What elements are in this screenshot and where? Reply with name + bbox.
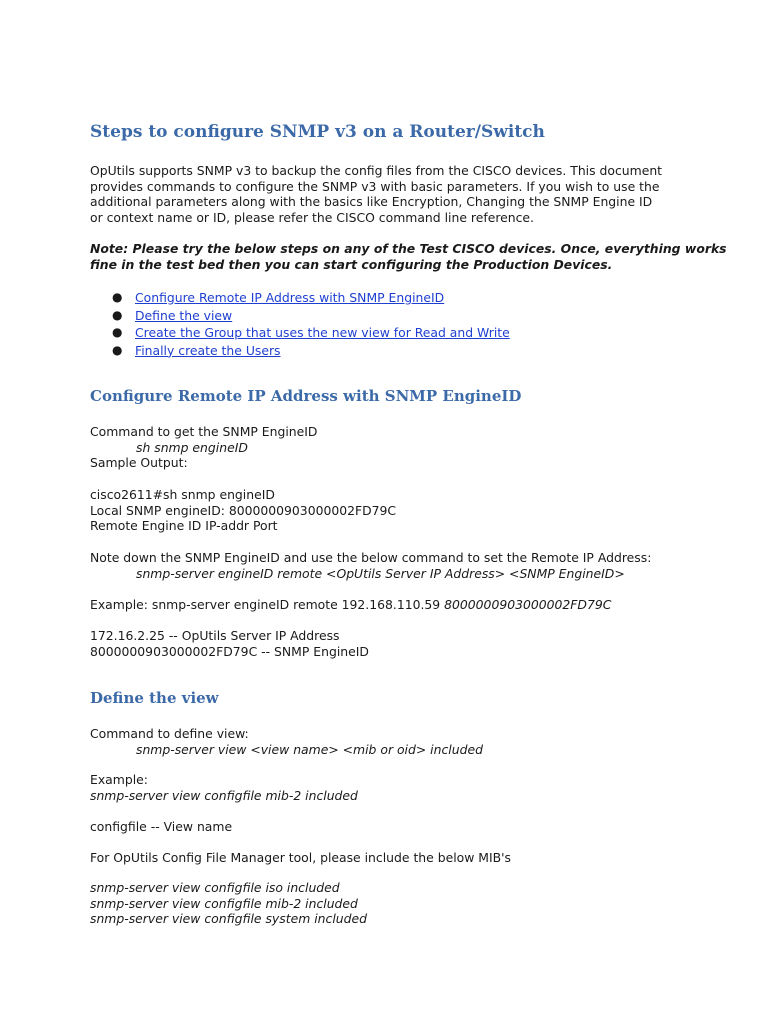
output-line: cisco2611#sh snmp engineID [90,487,275,502]
remote-ip-note-block [90,550,690,581]
toc-link-create-group[interactable]: Create the Group that uses the new view for Read and Write [135,325,510,341]
mib-commands-block [90,880,690,927]
section-heading-remote-ip: Configure Remote IP Address with SNMP EngineID [90,387,522,405]
legend-line: configfile -- View name [90,819,233,834]
example-text: Example: snmp-server engineID remote 192.168.110.59 [90,597,445,612]
sample-output-block [90,487,690,534]
intro-paragraph [90,163,690,225]
bullet-icon: ● [112,290,123,304]
tool-text: For OpUtils Config File Manager tool, please include the below MIB's [90,850,512,865]
view-command-block [90,726,690,757]
legend-line: 172.16.2.25 -- OpUtils Server IP Address [90,628,340,643]
note-text: Note down the SNMP EngineID and use the below command to set the Remote IP Address: [90,550,652,565]
bullet-icon: ● [112,342,123,357]
bullet-icon: ● [112,307,123,322]
page-title: Steps to configure SNMP v3 on a Router/Switch [90,122,545,142]
bullet-icon: ● [112,325,123,340]
example-command: snmp-server view configfile mib-2 included [90,787,358,803]
mib-command: snmp-server view configfile system included [90,911,367,927]
command-text: sh snmp engineID [136,439,248,455]
toc-link-remote-ip[interactable]: Configure Remote IP Address with SNMP EngineID [135,290,445,305]
note-line: Note: Please try the below steps on any of the Test CISCO devices. Once, everything works [90,241,727,256]
intro-line: provides commands to configure the SNMP v3 with basic parameters. If you wish to use the [90,178,660,194]
engineid-command-block [90,424,690,471]
intro-line: additional parameters along with the basics like Encryption, Changing the SNMP Engine ID [90,194,653,210]
remote-ip-legend [90,628,690,659]
note-line: fine in the test bed then you can start configuring the Production Devices. [90,256,613,272]
output-line: Remote Engine ID IP-addr Port [90,518,278,534]
toc-link-create-users[interactable]: Finally create the Users [135,342,281,358]
config-tool-line [90,850,690,866]
example-label: Example: [90,772,148,787]
mib-command: snmp-server view configfile mib-2 included [90,895,358,911]
note-paragraph [90,241,727,272]
output-line: Local SNMP engineID: 8000000903000002FD79C [90,502,397,518]
command-label: Command to get the SNMP EngineID [90,424,318,439]
intro-line: or context name or ID, please refer the CISCO command line reference. [90,209,534,225]
legend-line: 8000000903000002FD79C -- SNMP EngineID [90,643,369,659]
command-text: snmp-server engineID remote <OpUtils Server IP Address> <SNMP EngineID> [136,565,625,581]
view-legend [90,819,690,835]
view-example-block [90,772,690,803]
section-heading-define-view: Define the view [90,689,219,707]
toc-link-define-view[interactable]: Define the view [135,307,233,323]
mib-command: snmp-server view configfile iso included [90,880,340,895]
intro-line: OpUtils supports SNMP v3 to backup the config files from the CISCO devices. This document [90,163,663,178]
example-engineid: 8000000903000002FD79C [444,597,612,612]
command-label: Command to define view: [90,726,249,741]
remote-ip-example [90,597,690,613]
command-text: snmp-server view <view name> <mib or oid> included [136,741,483,757]
sample-label: Sample Output: [90,455,188,471]
